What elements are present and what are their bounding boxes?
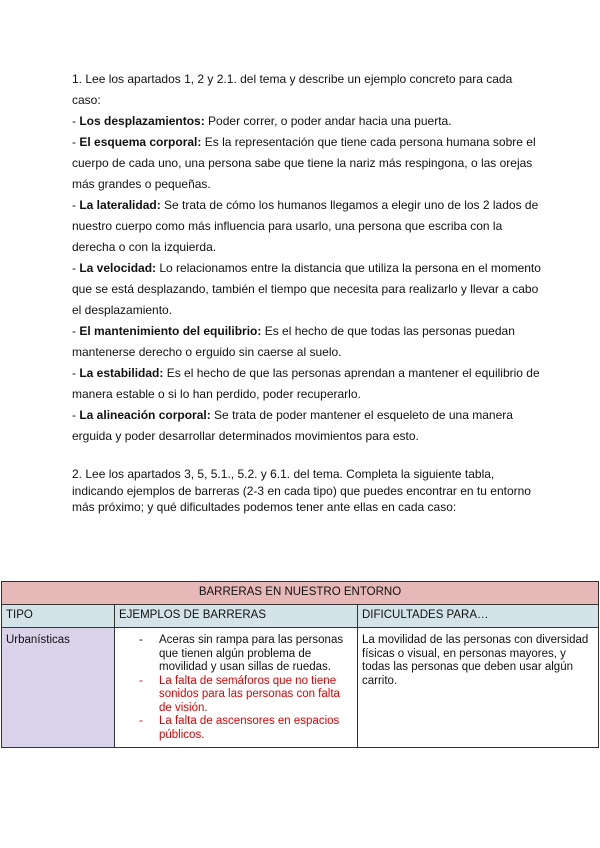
definition-term: El esquema corporal: [79, 135, 202, 149]
barrier-examples-list [119, 634, 353, 742]
definition-item [72, 258, 542, 321]
definition-text: Se trata de cómo los humanos llegamos a elegir uno de los 2 lados de nuestro cuerpo como más influencia para usarlo, una persona que escriba con la derecha o con la izquierda. [72, 198, 539, 254]
item-dash: - [72, 366, 80, 380]
list-item-text: La falta de ascensores en espacios públicos. [159, 715, 340, 741]
definition-term: El mantenimiento del equilibrio: [79, 324, 262, 338]
definition-term: Los desplazamientos: [79, 114, 205, 128]
definition-text: Es el hecho de que las personas aprendan a mantener el equilibrio de manera estable o si lo han perdido, poder recuperarlo. [72, 366, 540, 401]
item-dash: - [72, 324, 80, 338]
definition-item [72, 405, 542, 447]
column-header-examples: EJEMPLOS DE BARRERAS [115, 605, 358, 628]
barrier-difficulties-cell: La movilidad de las personas con diversidad físicas o visual, en personas mayores, y todas las personas que deben usar algún carrito. [358, 628, 599, 748]
list-dash: - [139, 674, 143, 687]
definition-text: Se trata de poder mantener el esqueleto de una manera erguida y poder desarrollar determinados movimientos para esto. [72, 408, 513, 443]
definition-item [72, 111, 542, 132]
barrier-type-cell: Urbanísticas [2, 628, 115, 748]
item-dash: - [72, 135, 80, 149]
list-item-text: La falta de semáforos que no tiene sonidos para las personas con falta de visión. [159, 674, 340, 714]
list-dash: - [139, 715, 143, 727]
definition-term: La velocidad: [79, 261, 157, 275]
question-2-prompt: 2. Lee los apartados 3, 5, 5.1., 5.2. y 6.1. del tema. Completa la siguiente tabla, indicando ejemplos de barreras (2-3 en cada tipo) que puedes encontrar en tu entorno más próximo; y qué dificultades podemos tener ante ellas en cada caso: [72, 467, 531, 514]
list-dash: - [139, 634, 143, 646]
list-item [139, 675, 353, 716]
barrier-examples-cell [115, 628, 358, 748]
item-dash: - [72, 114, 80, 128]
question-1-prompt: 1. Lee los apartados 1, 2 y 2.1. del tema y describe un ejemplo concreto para cada caso: [72, 72, 513, 107]
question-1 [72, 69, 542, 447]
list-item [139, 715, 353, 742]
table-title: BARRERAS EN NUESTRO ENTORNO [2, 582, 599, 605]
definition-item [72, 363, 542, 405]
column-header-type: TIPO [2, 605, 115, 628]
barriers-table [1, 581, 599, 748]
definition-text: Es el hecho de que todas las personas puedan mantenerse derecho o erguido sin caerse al suelo. [72, 324, 515, 359]
list-item-text: Aceras sin rampa para las personas que tienen algún problema de movilidad y usan sillas de ruedas. [159, 634, 344, 673]
question-2 [72, 466, 542, 516]
item-dash: - [72, 198, 80, 212]
item-dash: - [72, 261, 80, 275]
definition-term: La estabilidad: [79, 366, 164, 380]
definition-text: Lo relacionamos entre la distancia que utiliza la persona en el momento que se está desplazando, también el tiempo que necesita para realizarlo y llevar a cabo el desplazamiento. [72, 261, 541, 317]
definition-item [72, 132, 542, 195]
definition-item [72, 195, 542, 258]
table-row [2, 628, 599, 748]
column-header-difficulties: DIFICULTADES PARA… [358, 605, 599, 628]
list-item [139, 634, 353, 675]
item-dash: - [72, 408, 80, 422]
definition-term: La alineación corporal: [79, 408, 211, 422]
definition-item [72, 321, 542, 363]
definition-text: Es la representación que tiene cada persona humana sobre el cuerpo de cada uno, una persona sabe que tiene la nariz más respingona, o las orejas más grandes o pequeñas. [72, 135, 536, 191]
definition-text: Poder correr, o poder andar hacia una puerta. [204, 114, 452, 128]
definition-term: La lateralidad: [79, 198, 161, 212]
